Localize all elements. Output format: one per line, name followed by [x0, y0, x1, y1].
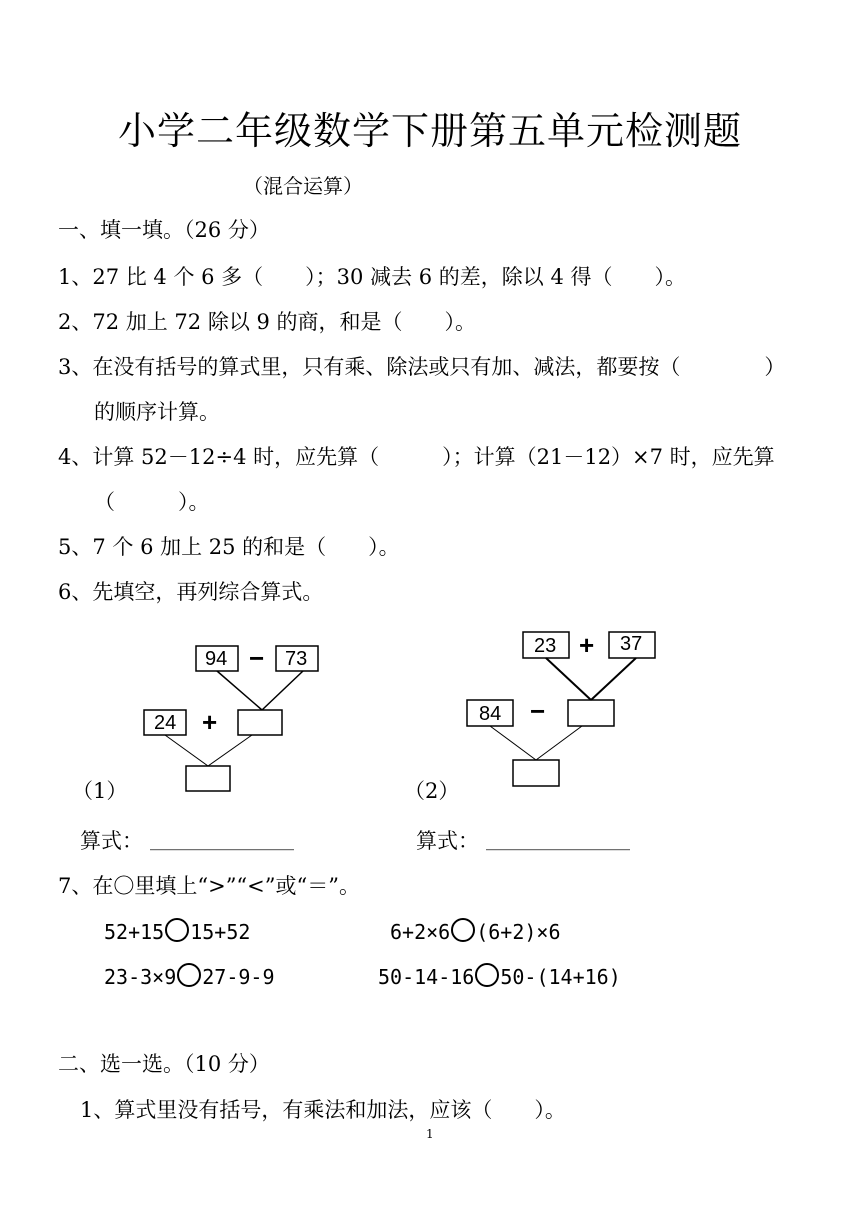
subtitle: （混合运算） [243, 174, 363, 198]
compare-right: 15+52 [190, 920, 251, 944]
diagram1-bottom-result-box [186, 766, 230, 791]
diagram2-line [536, 726, 582, 760]
question-4-line2: （ ）。 [94, 490, 210, 514]
compare-circle-icon[interactable] [165, 918, 189, 942]
diagram1-line [208, 735, 252, 766]
section2-heading: 二、选一选。（10 分） [58, 1052, 270, 1076]
compare-circle-icon[interactable] [451, 918, 475, 942]
diagram2-top-right-number: 37 [620, 633, 643, 655]
diagram1-line [262, 671, 303, 710]
diagram1-line [165, 735, 208, 766]
section1-heading: 一、填一填。（26 分） [58, 218, 270, 242]
section2-question-1: 1、算式里没有括号，有乘法和加法，应该（ ）。 [80, 1098, 566, 1122]
diagram1-mid-result-box [238, 710, 282, 735]
diagram2-bottom-result-box [513, 760, 559, 786]
diagram1-line [217, 671, 262, 710]
question-7: 7、在〇里填上“>”“<”或“＝”。 [58, 874, 360, 898]
diagram2-top-operator: + [579, 630, 595, 660]
question-2: 2、72 加上 72 除以 9 的商，和是（ ）。 [58, 310, 477, 334]
diagram2-line [591, 658, 636, 700]
compare-left: 52+15 [104, 920, 165, 944]
diagram2-mid-operator: − [530, 696, 546, 726]
diagram1-top-left-number: 94 [205, 648, 228, 670]
compare-item-3 [104, 963, 275, 991]
diagram1-mid-operator: + [202, 707, 218, 737]
compare-circle-icon[interactable] [475, 963, 499, 987]
formula-1-blank: ________________ [150, 830, 294, 851]
question-3-line2: 的顺序计算。 [94, 400, 220, 424]
question-1: 1、27 比 4 个 6 多（ ）；30 减去 6 的差，除以 4 得（ ）。 [58, 265, 686, 289]
compare-circle-icon[interactable] [177, 963, 201, 987]
compare-right: (6+2)×6 [476, 920, 561, 944]
page-title: 小学二年级数学下册第五单元检测题 [117, 109, 742, 153]
diagram2-top-left-number: 23 [534, 635, 557, 657]
question-4-line1: 4、计算 52－12÷4 时，应先算（ ）；计算（21－12）×7 时，应先算 [58, 445, 775, 469]
compare-right: 27-9-9 [202, 965, 275, 989]
diagram2-mid-result-box [568, 700, 614, 726]
formula-1-label: 算式： [80, 829, 143, 853]
diagram1-top-operator: − [249, 643, 265, 673]
question-5: 5、7 个 6 加上 25 的和是（ ）。 [58, 535, 400, 559]
compare-left: 6+2×6 [390, 920, 451, 944]
compare-item-1 [104, 918, 250, 946]
diagram1-mid-left-number: 24 [154, 712, 177, 734]
formula-2-label: 算式： [416, 829, 479, 853]
compare-item-2 [390, 918, 561, 946]
diagram2-line [546, 658, 591, 700]
compare-right: 50-(14+16) [500, 965, 621, 989]
page-number: 1 [426, 1127, 434, 1141]
diagram2-label: （2） [404, 779, 460, 803]
compare-left: 50-14-16 [378, 965, 475, 989]
formula-2-blank: ________________ [486, 830, 630, 851]
question-6: 6、先填空，再列综合算式。 [58, 580, 324, 604]
compare-left: 23-3×9 [104, 965, 177, 989]
question-3-line1: 3、在没有括号的算式里，只有乘、除法或只有加、减法，都要按（ ） [58, 355, 786, 379]
diagram2-line [490, 726, 536, 760]
diagram1-top-right-number: 73 [285, 648, 308, 670]
compare-item-4 [378, 963, 621, 991]
diagram1-label: （1） [72, 779, 128, 803]
diagram2-mid-left-number: 84 [479, 703, 502, 725]
